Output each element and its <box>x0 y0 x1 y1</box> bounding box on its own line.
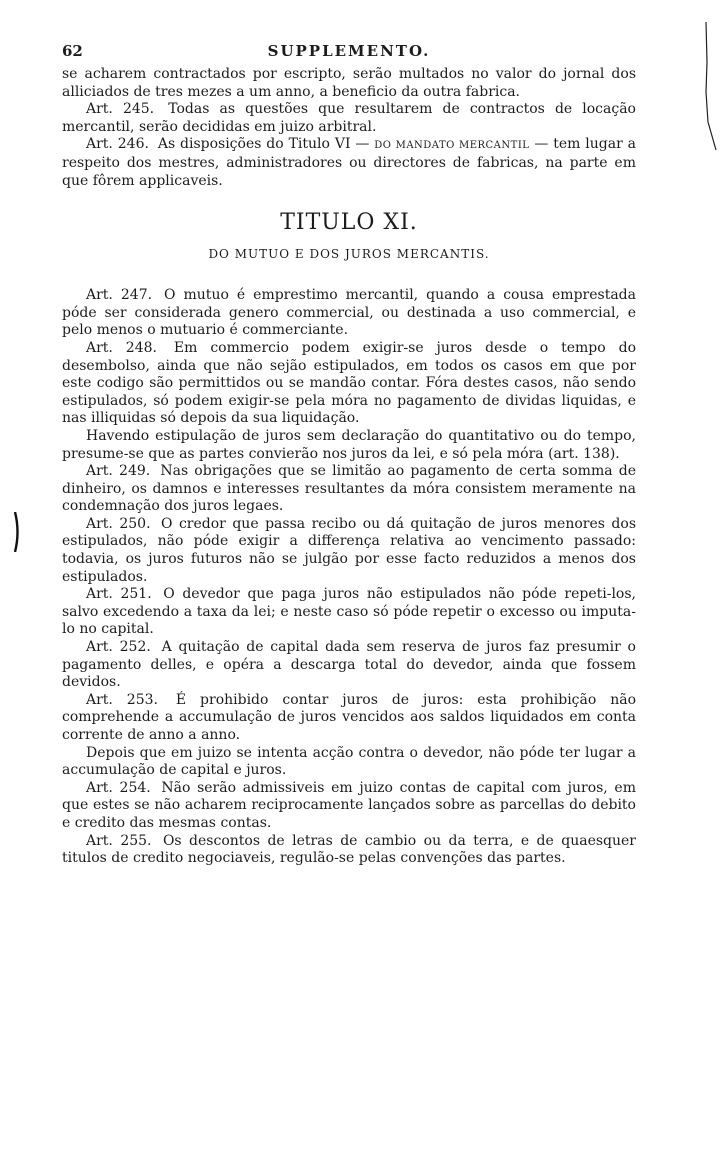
section-title: TITULO XI. <box>280 210 418 236</box>
article-248 <box>62 340 636 428</box>
article-255 <box>62 833 636 868</box>
article-247 <box>62 287 636 340</box>
section-subtitle: DO MUTUO E DOS JUROS MERCANTIS. <box>208 247 490 262</box>
article-248-continuation: Havendo estipulação de juros sem declaração do quantitativo ou do tempo, presume-se que as partes convierão nos juros da lei, e só pela móra (art. 138). <box>62 427 636 462</box>
article-250 <box>62 516 636 586</box>
article-245 <box>62 101 636 136</box>
article-label: Art. 255. <box>86 832 152 849</box>
article-text: O credor que passa recibo ou dá quitação de juros menores dos estipulados, não póde exigir a differença relativa ao vencimento passado: todavia, os juros futuros não se julgão por esse facto reduzidos a menos dos estipulados. <box>62 515 636 585</box>
article-label: Art. 248. <box>86 339 157 356</box>
article-label: Art. 246. <box>86 136 149 153</box>
running-head: SUPPLEMENTO. <box>267 42 431 60</box>
intro-paragraph: se acharem contractados por escripto, serão multados no valor do jornal dos alliciados de tres mezes a um anno, a beneficio da outra fabrica. <box>62 66 636 100</box>
article-text: A quitação de capital dada sem reserva de juros faz presumir o pagamento delles, e opéra a descarga total do devedor, ainda que fossem devidos. <box>62 639 636 691</box>
article-251 <box>62 586 636 639</box>
article-text: Nas obrigações que se limitão ao pagamento de certa somma de dinheiro, os damnos e interesses resultantes da móra consistem meramente na condemnação dos juros legaes. <box>62 463 636 515</box>
article-label: Art. 245. <box>86 101 155 118</box>
page-number: 62 <box>62 42 83 60</box>
article-text: Os descontos de letras de cambio ou da terra, e de quaesquer titulos de credito negociaveis, regulão-se pelas convenções das partes. <box>62 832 636 867</box>
page <box>62 40 636 868</box>
article-text: As disposições do Titulo VI — <box>157 136 370 153</box>
article-label: Art. 253. <box>86 691 158 708</box>
article-label: Art. 254. <box>86 779 151 796</box>
article-label: Art. 252. <box>86 639 151 656</box>
article-text: Em commercio podem exigir-se juros desde o tempo do desembolso, ainda que não sejão estipulados, em todos os casos em que por este codigo são permittidos ou se mandão contar. Fóra destes casos, não sendo estipulados, só podem exigir-se pela móra no pagamento de dividas liquidas, e nas illiquidas só depois da sua liquidação. <box>62 339 636 427</box>
article-text: O devedor que paga juros não estipulados não póde repeti-los, salvo excedendo a taxa da lei; e neste caso só póde repetir o excesso ou imputa-lo no capital. <box>62 586 636 638</box>
small-caps-reference: DO MANDATO MERCANTIL <box>374 140 530 152</box>
article-253-continuation: Depois que em juizo se intenta acção contra o devedor, não póde ter lugar a accumulação de capital e juros. <box>62 744 636 779</box>
article-text: — tem lugar a respeito dos mestres, administradores ou directores de fabricas, na parte em que fôrem applicaveis. <box>62 136 636 189</box>
article-252 <box>62 639 636 692</box>
page-edge-mark <box>704 22 718 152</box>
article-label: Art. 251. <box>86 586 152 603</box>
article-text: É prohibido contar juros de juros: esta prohibição não comprehende a accumulação de juros vencidos aos saldos liquidados em conta corrente de anno a anno. <box>62 691 636 743</box>
article-label: Art. 249. <box>86 463 151 480</box>
article-246 <box>62 136 636 190</box>
margin-bracket-mark <box>14 512 20 552</box>
article-text: Não serão admissiveis em juizo contas de capital com juros, em que estes se não acharem reciprocamente lançados sobre as parcellas do debito e credito das mesmas contas. <box>62 779 636 831</box>
page-header <box>62 40 636 66</box>
article-label: Art. 250. <box>86 515 151 532</box>
article-label: Art. 247. <box>86 287 153 304</box>
article-249 <box>62 463 636 516</box>
article-254 <box>62 780 636 833</box>
article-text: Todas as questões que resultarem de contractos de locação mercantil, serão decididas em juizo arbitral. <box>62 101 636 135</box>
article-253 <box>62 692 636 745</box>
article-text: O mutuo é emprestimo mercantil, quando a cousa emprestada póde ser considerada genero commercial, ou destinada a uso commercial, e pelo menos o mutuario é commerciante. <box>62 287 636 339</box>
